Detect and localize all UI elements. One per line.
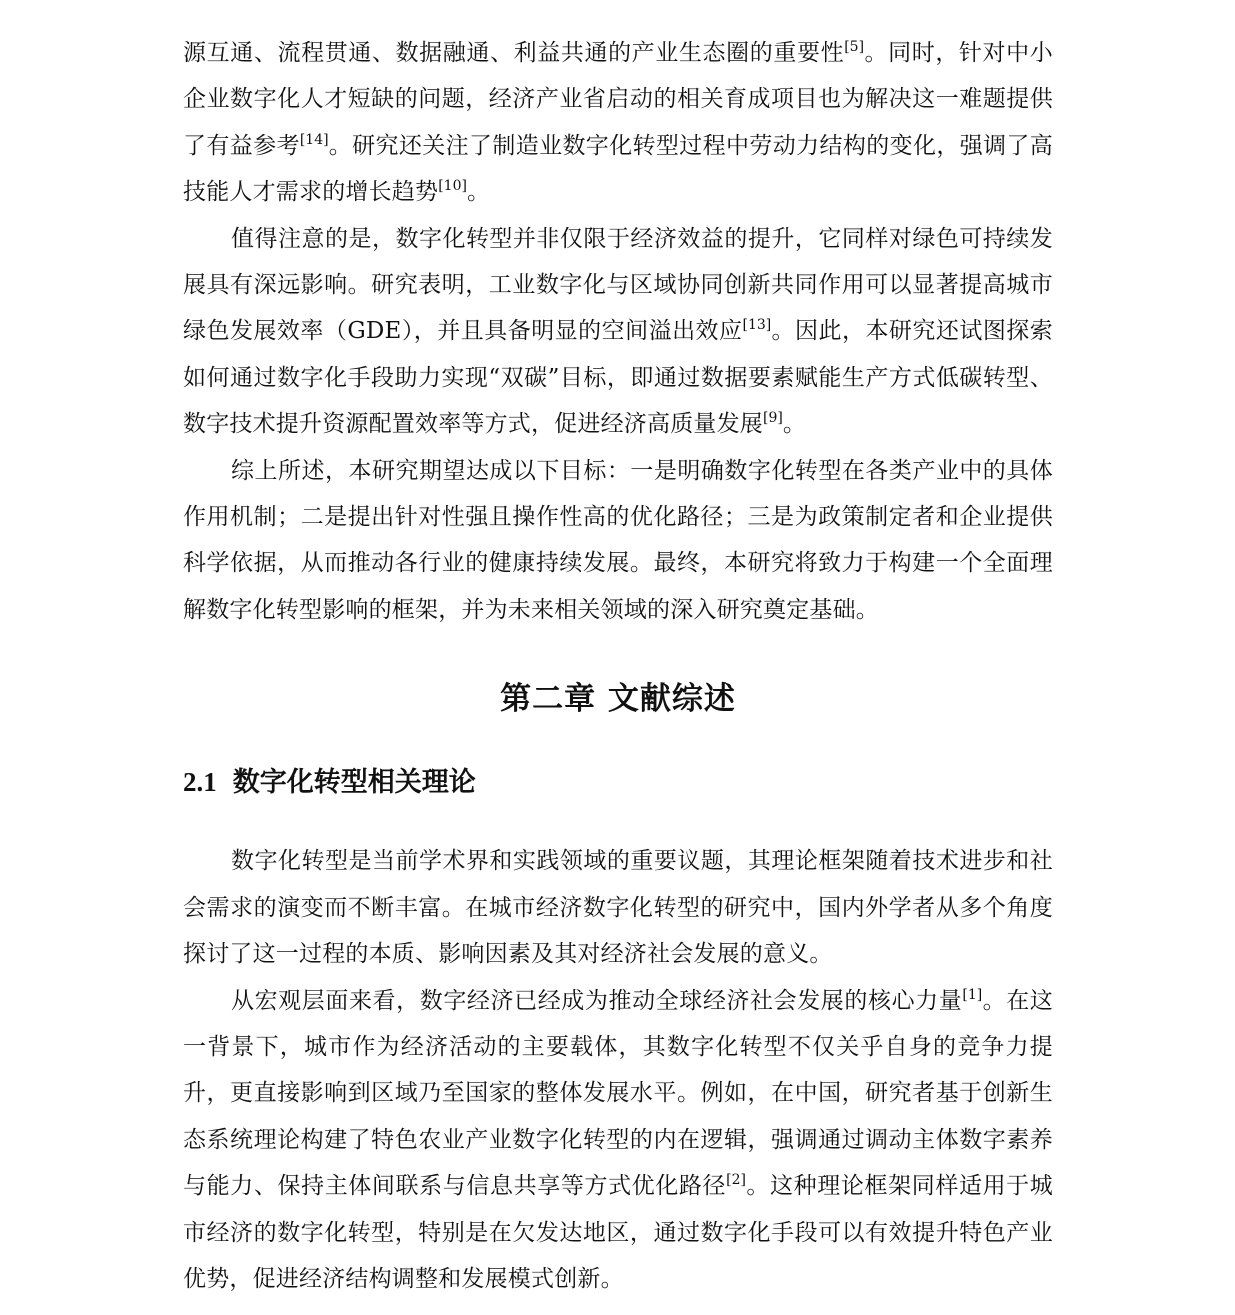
paragraph-text: 数字化转型是当前学术界和实践领域的重要议题，其理论框架随着技术进步和社会需求的演变而不断丰富。在城市经济数字化转型的研究中，国内外学者从多个角度探讨了这一过程的本质、影响因素及其对经济社会发展的意义。 (183, 848, 1053, 968)
citation-ref[interactable]: [1] (962, 986, 983, 1003)
citation-ref[interactable]: [10] (438, 178, 467, 195)
body-paragraph (183, 448, 1053, 634)
paragraph-text: 。这种理论框架同样适用于城市经济的数字化转型，特别是在欠发达地区，通过数字化手段可以有效提升特色产业优势，促进经济结构调整和发展模式创新。 (183, 1173, 1053, 1292)
citation-ref[interactable]: [14] (299, 131, 329, 148)
paragraph-text: 。因此，本研究还试图探索如何通过数字化手段助力实现“双碳”目标，即通过数据要素赋能生产方式低碳转型、数字技术提升资源配置效率等方式，促进经济高质量发展 (183, 318, 1053, 438)
paragraph-text: 。 (466, 179, 491, 206)
document-page (183, 30, 1053, 1302)
paragraph-text: 综上所述，本研究期望达成以下目标：一是明确数字化转型在各类产业中的具体作用机制；二是提出针对性强且操作性高的优化路径；三是为政策制定者和企业提供科学依据，从而推动各行业的健康持续发展。最终，本研究将致力于构建一个全面理解数字化转型影响的框架，并为未来相关领域的深入研究奠定基础。 (183, 457, 1053, 623)
citation-ref[interactable]: [5] (844, 39, 865, 55)
paragraph-text: 值得注意的是，数字化转型并非仅限于经济效益的提升，它同样对绿色可持续发展具有深远影响。研究表明，工业数字化与区域协同创新共同作用可以显著提高城市绿色发展效率（GDE），并且具备明显的空间溢出效应 (183, 225, 1053, 345)
paragraph-text: 。同时，针对中小企业数字化人才短缺的问题，经济产业省启动的相关育成项目也为解决这一难题提供了有益参考 (183, 40, 1053, 159)
citation-ref[interactable]: [9] (763, 410, 783, 427)
section-number: 2.1 (183, 767, 217, 798)
paragraph-text: 从宏观层面来看，数字经济已经成为推动全球经济社会发展的核心力量 (231, 987, 963, 1014)
body-paragraph (183, 216, 1053, 448)
section-heading (183, 757, 1053, 808)
citation-ref[interactable]: [2] (726, 1172, 746, 1189)
body-paragraph (183, 30, 1053, 216)
section-title: 数字化转型相关理论 (232, 767, 476, 799)
paragraph-text: 。 (782, 411, 807, 438)
paragraph-text: 源互通、流程贯通、数据融通、利益共通的产业生态圈的重要性 (183, 40, 845, 66)
body-paragraph (183, 978, 1053, 1303)
paragraph-text: 。在这一背景下，城市作为经济活动的主要载体，其数字化转型不仅关乎自身的竞争力提升，更直接影响到区域乃至国家的整体发展水平。例如，在中国，研究者基于创新生态系统理论构建了特色农业产业数字化转型的内在逻辑，强调通过调动主体数字素养与能力、保持主体间联系与信息共享等方式优化路径 (183, 987, 1053, 1200)
paragraph-text: 。研究还关注了制造业数字化转型过程中劳动力结构的变化，强调了高技能人才需求的增长趋势 (183, 132, 1054, 206)
chapter-title: 第二章 文献综述 (500, 681, 736, 718)
citation-ref[interactable]: [13] (742, 317, 772, 334)
body-paragraph (183, 838, 1053, 977)
